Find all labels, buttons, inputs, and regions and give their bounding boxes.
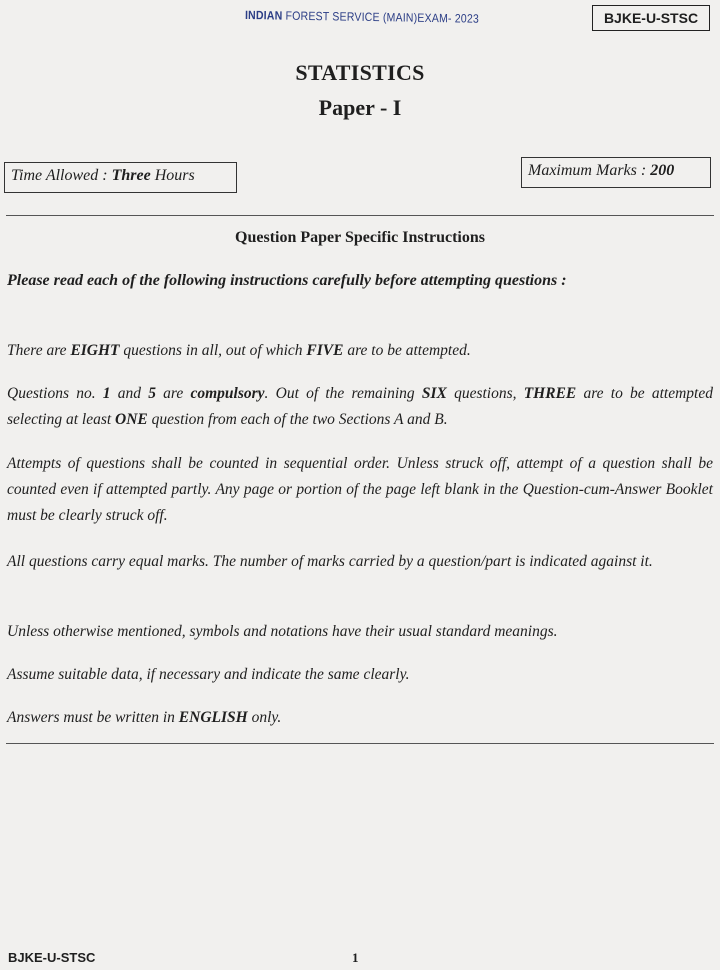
time-allowed-label: Time Allowed :: [11, 167, 108, 184]
instruction-item: Attempts of questions shall be counted in sequential order. Unless struck off, attempt of a question shall be counted even if attempted partly. Any page or portion of the page left blank in the Question-cum-Answer Booklet must be clearly struck off.: [7, 455, 713, 524]
maximum-marks-value: 200: [650, 162, 675, 179]
instruction-item: Questions no. 1 and 5 are compulsory. Out of the remaining SIX questions, THREE are to be attempted selecting at least ONE question from each of the two Sections A and B.: [7, 385, 713, 428]
instruction-item: All questions carry equal marks. The number of marks carried by a question/part is indicated against it.: [7, 553, 653, 570]
instruction-item: Unless otherwise mentioned, symbols and notations have their usual standard meanings.: [7, 623, 558, 640]
instructions-intro: Please read each of the following instructions carefully before attempting questions :: [7, 272, 567, 289]
time-allowed-unit: Hours: [154, 167, 195, 184]
footer-paper-code: BJKE-U-STSC: [8, 950, 96, 965]
instruction-item: Assume suitable data, if necessary and indicate the same clearly.: [7, 666, 410, 683]
divider-top: [6, 215, 714, 216]
maximum-marks-label: Maximum Marks :: [528, 162, 647, 179]
maximum-marks-box: [521, 157, 711, 188]
time-allowed-box: [4, 162, 237, 193]
paper-code-box: BJKE-U-STSC: [592, 5, 710, 31]
instruction-item: Answers must be written in ENGLISH only.: [7, 709, 282, 726]
page-number: 1: [352, 950, 359, 965]
paper-number: Paper - I: [318, 95, 402, 120]
instructions-heading: Question Paper Specific Instructions: [235, 229, 485, 246]
divider-bottom: [6, 743, 714, 744]
subject-title: STATISTICS: [295, 60, 425, 85]
instruction-item: There are EIGHT questions in all, out of which FIVE are to be attempted.: [7, 342, 471, 359]
time-allowed-value: Three: [111, 167, 151, 184]
exam-name-stamp: INDIAN FOREST SERVICE (MAIN)EXAM- 2023: [244, 8, 480, 26]
